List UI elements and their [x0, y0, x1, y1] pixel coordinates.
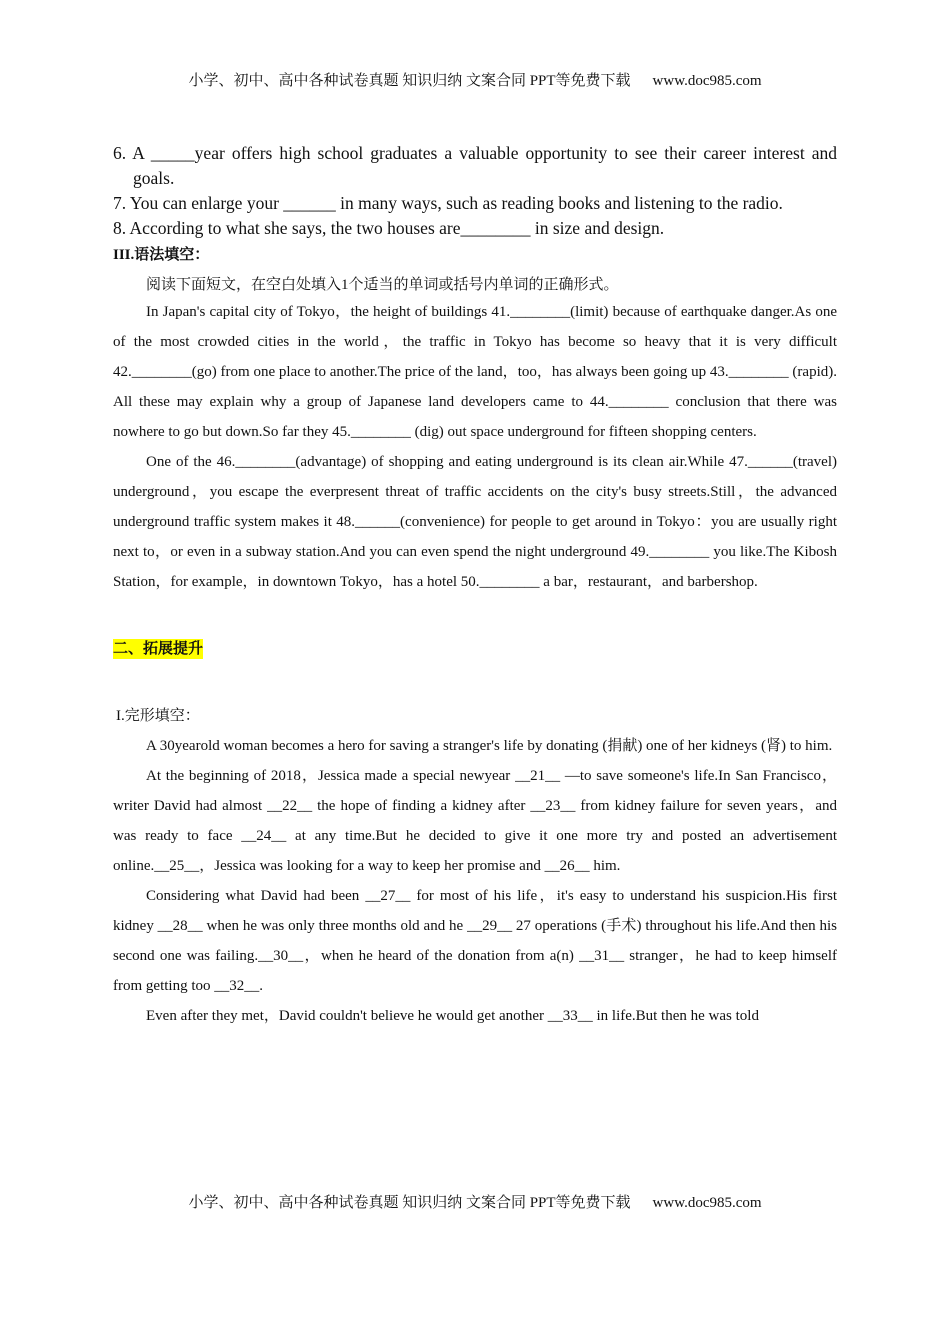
grammar-heading: III.语法填空： — [113, 247, 210, 263]
main-content — [113, 141, 837, 1031]
cloze-paragraph-2: At the beginning of 2018，Jessica made a special newyear __21__ —to save someone's life.In San Francisco，writer David had almost __22__ the hope of finding a kidney after __23__ from kidney failure for seven years，and was ready to face __24__ at any time.But he decided to give it one more try and posted an advertisement online.__25__，Jessica was looking for a way to keep her promise and __26__ him. — [113, 768, 837, 874]
section-2-title: 二、拓展提升 — [113, 641, 204, 657]
section-2-wrap — [113, 639, 837, 659]
question-7: 7. You can enlarge your ______ in many ways, such as reading books and listening to the radio. — [113, 193, 783, 213]
cloze-paragraph-1: A 30yearold woman becomes a hero for saving a stranger's life by donating (捐献) one of her kidneys (肾) to him. — [146, 738, 833, 754]
header-text: 小学、初中、高中各种试卷真题 知识归纳 文案合同 PPT等免费下载 — [188, 73, 631, 89]
question-8: 8. According to what she says, the two houses are________ in size and design. — [113, 218, 665, 238]
grammar-instruction: 阅读下面短文，在空白处填入1个适当的单词或括号内单词的正确形式。 — [146, 277, 619, 293]
cloze-paragraph-3: Considering what David had been __27__ for most of his life，it's easy to understand his suspicion.His first kidney __28__ when he was only three months old and he __29__ 27 operations (手术) throughout his life.And then his second one was failing.__30__，when he heard of the donation from a(n) __31__ stranger，he had to keep himself from getting too __32__. — [113, 888, 837, 994]
footer-text: 小学、初中、高中各种试卷真题 知识归纳 文案合同 PPT等免费下载 — [188, 1195, 631, 1211]
footer-site[interactable]: www.doc985.com — [652, 1195, 762, 1211]
cloze-paragraph-4: Even after they met，David couldn't believe he would get another __33__ in life.But then he was told — [146, 1008, 759, 1024]
header-site[interactable]: www.doc985.com — [652, 73, 762, 89]
page-header — [0, 69, 950, 90]
question-6: 6. A _____year offers high school graduates a valuable opportunity to see their career interest and goals. — [113, 143, 837, 188]
grammar-paragraph-1: In Japan's capital city of Tokyo，the height of buildings 41.________(limit) because of earthquake danger.As one of the most crowded cities in the world，the traffic in Tokyo has become so heavy that it is very difficult 42.________(go) from one place to another.The price of the land，too，has always been going up 43.________ (rapid). All these may explain why a group of Japanese land developers came to 44.________ conclusion that there was nowhere to go but down.So far they 45.________ (dig) out space underground for fifteen shopping centers. — [113, 304, 837, 440]
cloze-heading: I.完形填空： — [116, 708, 200, 724]
page-footer — [0, 1191, 950, 1212]
grammar-paragraph-2: One of the 46.________(advantage) of shopping and eating underground is its clean air.While 47.______(travel) underground，you escape the everpresent threat of traffic accidents on the city's busy streets.Still，the advanced underground traffic system makes it 48.______(convenience) for people to get around in Tokyo：you are usually right next to，or even in a subway station.And you can even spend the night underground 49.________ you like.The Kibosh Station，for example，in downtown Tokyo，has a hotel 50.________ a bar，restaurant，and barbershop. — [113, 454, 837, 590]
